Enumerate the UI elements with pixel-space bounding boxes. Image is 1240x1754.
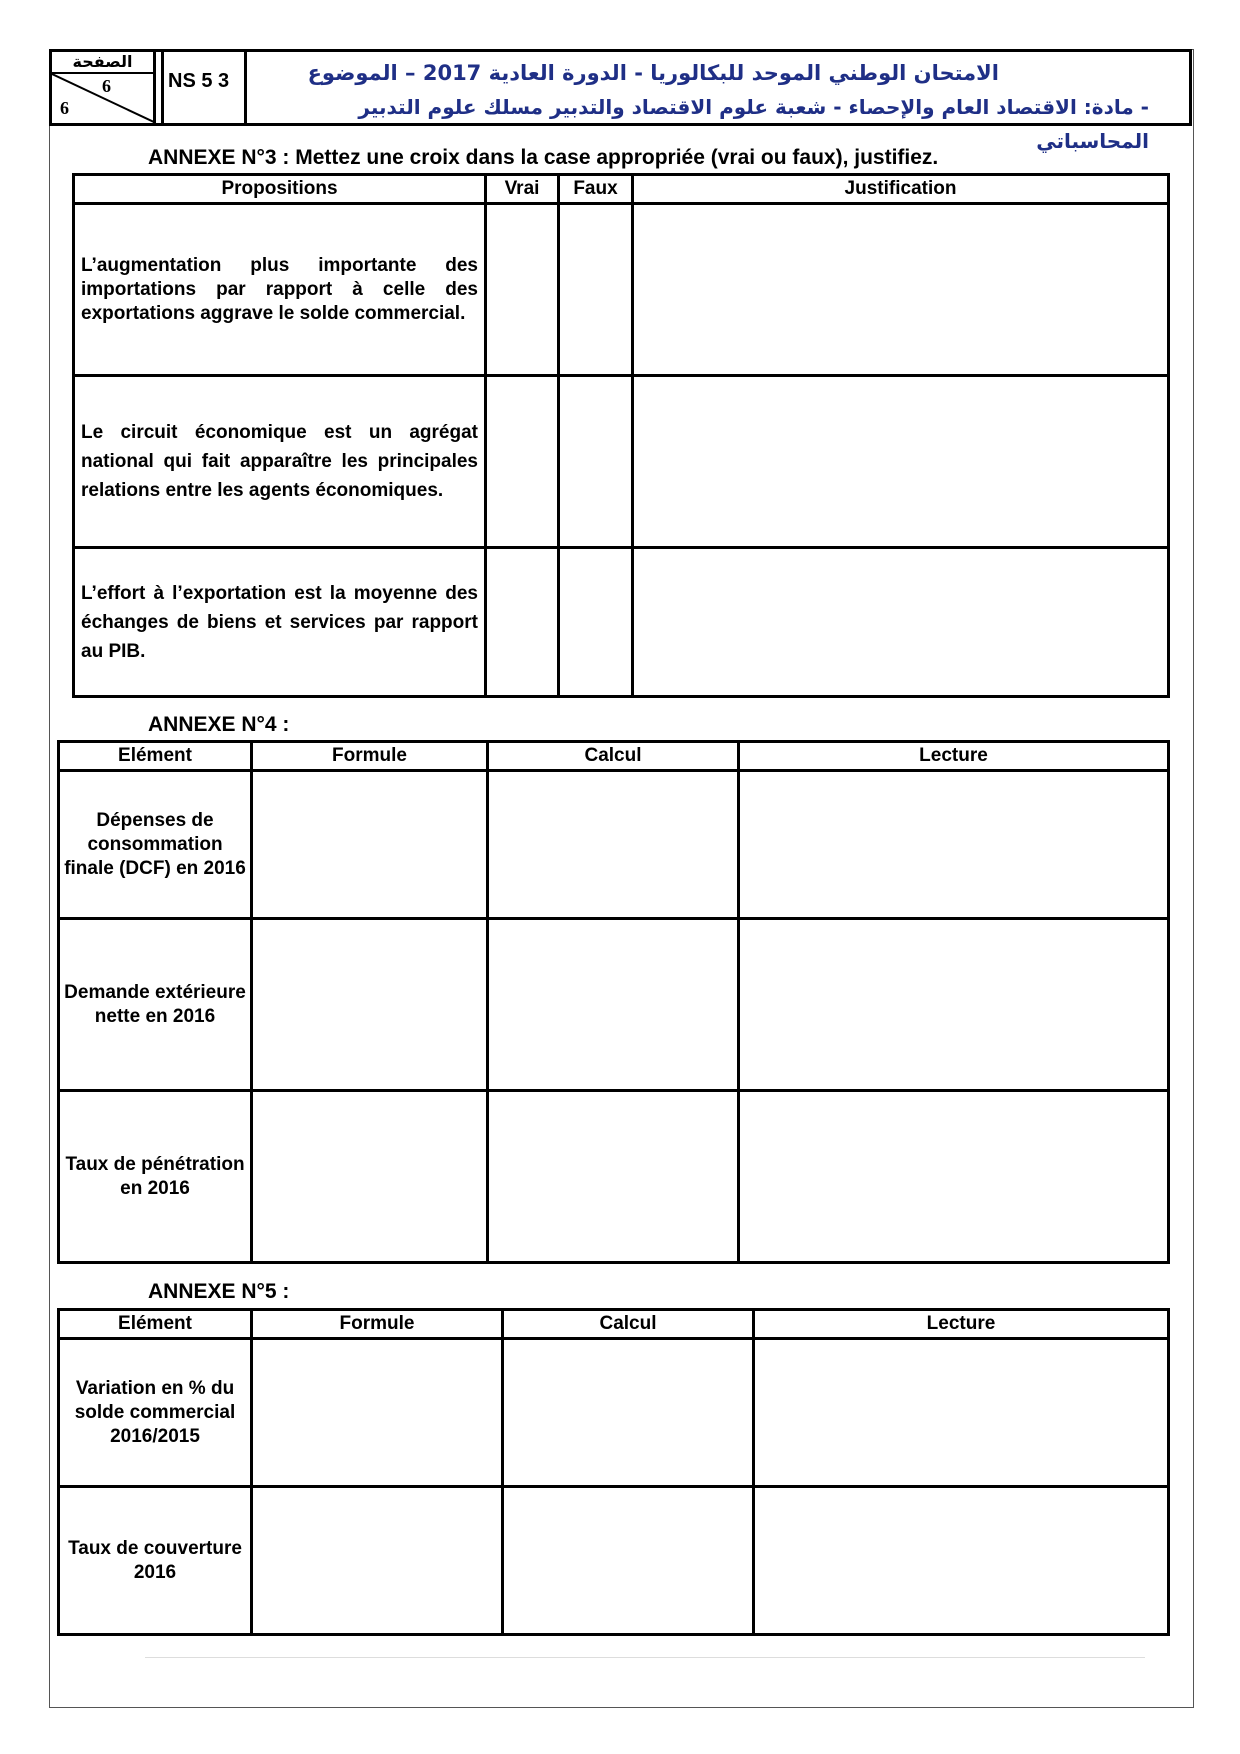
annexe5-title: ANNEXE N°5 : [148,1280,290,1303]
exam-titles [247,52,1189,153]
formule-field-4[interactable] [252,1339,503,1487]
annexe3-table [72,173,1170,698]
lecture-field-3[interactable] [739,1091,1169,1263]
exam-title-line1: الامتحان الوطني الموحد للبكالوريا - الدورة العادية 2017 – الموضوع [307,61,999,85]
annexe3-header-vrai: Vrai [486,175,559,204]
table-row [74,376,1169,548]
exam-title-line2: - مادة: الاقتصاد العام والإحصاء - شعبة علوم الاقتصاد والتدبير مسلك علوم التدبير المحاسباتي [358,95,1149,153]
formule-field-2[interactable] [252,919,488,1091]
justification-field-1[interactable] [633,204,1169,376]
annexe4-table [57,740,1170,1264]
annexe3-header-justification: Justification [633,175,1169,204]
proposition-3: L’effort à l’exportation est la moyenne des échanges de biens et services par rapport au PIB. [74,548,486,697]
formule-field-1[interactable] [252,771,488,919]
element-taux-penetration: Taux de pénétration en 2016 [59,1091,252,1263]
annexe5-header-lecture: Lecture [754,1310,1169,1339]
vrai-checkbox-2[interactable] [486,376,559,548]
formule-field-3[interactable] [252,1091,488,1263]
annexe5-header-formule: Formule [252,1310,503,1339]
table-row [59,919,1169,1091]
footer-line [145,1657,1145,1658]
element-variation-solde: Variation en % du solde commercial 2016/2015 [59,1339,252,1487]
exam-code: NS 5 3 [164,52,247,123]
annexe3-header-propositions: Propositions [74,175,486,204]
calcul-field-2[interactable] [488,919,739,1091]
lecture-field-1[interactable] [739,771,1169,919]
lecture-field-4[interactable] [754,1339,1169,1487]
table-row [74,204,1169,376]
calcul-field-4[interactable] [503,1339,754,1487]
annexe4-header-lecture: Lecture [739,742,1169,771]
annexe4-header-calcul: Calcul [488,742,739,771]
faux-checkbox-1[interactable] [559,204,633,376]
table-row [59,1091,1169,1263]
vrai-checkbox-3[interactable] [486,548,559,697]
calcul-field-1[interactable] [488,771,739,919]
annexe5-header-calcul: Calcul [503,1310,754,1339]
justification-field-3[interactable] [633,548,1169,697]
lecture-field-2[interactable] [739,919,1169,1091]
exam-header [49,49,1192,153]
annexe4-header-element: Elément [59,742,252,771]
table-row [59,771,1169,919]
element-dcf-2016: Dépenses de consommation finale (DCF) en 2016 [59,771,252,919]
annexe3-title: ANNEXE N°3 : Mettez une croix dans la case appropriée (vrai ou faux), justifiez. [148,146,939,169]
element-taux-couverture: Taux de couverture 2016 [59,1487,252,1635]
page-total: 6 [60,98,69,118]
annexe4-header-formule: Formule [252,742,488,771]
element-demande-exterieure: Demande extérieure nette en 2016 [59,919,252,1091]
calcul-field-5[interactable] [503,1487,754,1635]
formule-field-5[interactable] [252,1487,503,1635]
proposition-1: L’augmentation plus importante des importations par rapport à celle des exportations aggrave le solde commercial. [74,204,486,376]
justification-field-2[interactable] [633,376,1169,548]
vrai-checkbox-1[interactable] [486,204,559,376]
page-label: الصفحة [52,52,153,74]
calcul-field-3[interactable] [488,1091,739,1263]
table-row [59,1339,1169,1487]
faux-checkbox-3[interactable] [559,548,633,697]
proposition-2: Le circuit économique est un agrégat national qui fait apparaître les principales relations entre les agents économiques. [74,376,486,548]
annexe5-table [57,1308,1170,1636]
faux-checkbox-2[interactable] [559,376,633,548]
annexe5-header-element: Elément [59,1310,252,1339]
page-number-box [52,52,156,123]
table-row [74,548,1169,697]
table-row [59,1487,1169,1635]
annexe4-title: ANNEXE N°4 : [148,713,290,736]
annexe3-header-faux: Faux [559,175,633,204]
lecture-field-5[interactable] [754,1487,1169,1635]
page-current: 6 [102,76,111,96]
